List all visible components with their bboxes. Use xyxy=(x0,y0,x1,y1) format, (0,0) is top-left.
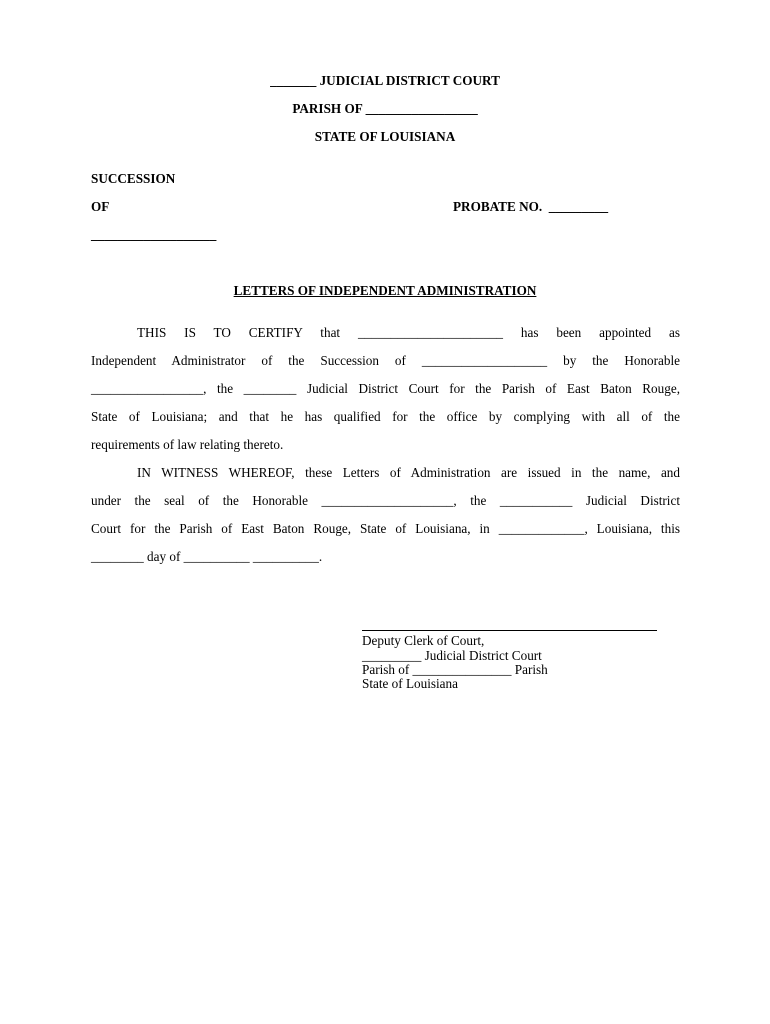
paragraph2-line1: IN WITNESS WHEREOF, these Letters of Administration are issued in the name, and xyxy=(137,465,680,480)
paragraph1-line1: THIS IS TO CERTIFY that ______________________ has been appointed as xyxy=(137,325,680,340)
paragraph1-line4: State of Louisiana; and that he has qualified for the office by complying with all of the xyxy=(91,409,680,424)
parish-heading: PARISH OF _________________ xyxy=(292,101,478,116)
paragraph2-line4: ________ day of __________ __________. xyxy=(91,549,323,564)
paragraph2-line3: Court for the Parish of East Baton Rouge, State of Louisiana, in _____________, Louisiana, this xyxy=(91,521,680,536)
signature-line xyxy=(362,630,657,631)
paragraph2-line2: under the seal of the Honorable ____________________, the ___________ Judicial District xyxy=(91,493,680,508)
signature-court: _________ Judicial District Court xyxy=(362,648,542,663)
of-label: OF xyxy=(91,199,110,214)
paragraph1-line5: requirements of law relating thereto. xyxy=(91,437,284,452)
court-heading: _______ JUDICIAL DISTRICT COURT xyxy=(270,73,500,88)
decedent-name-blank: ___________________ xyxy=(91,227,217,242)
paragraph1-line2: Independent Administrator of the Succession of ___________________ by the Honorable xyxy=(91,353,680,368)
signature-state: State of Louisiana xyxy=(362,676,458,691)
document-title-text: LETTERS OF INDEPENDENT ADMINISTRATION xyxy=(233,283,537,298)
paragraph1-line3: _________________, the ________ Judicial District Court for the Parish of East Baton Rouge, xyxy=(91,381,680,396)
succession-label: SUCCESSION xyxy=(91,171,176,186)
probate-number-label: PROBATE NO. _________ xyxy=(453,199,609,214)
signature-title: Deputy Clerk of Court, xyxy=(362,633,485,648)
signature-parish: Parish of _______________ Parish xyxy=(362,662,548,677)
state-heading: STATE OF LOUISIANA xyxy=(314,129,456,144)
document-title xyxy=(0,284,770,297)
